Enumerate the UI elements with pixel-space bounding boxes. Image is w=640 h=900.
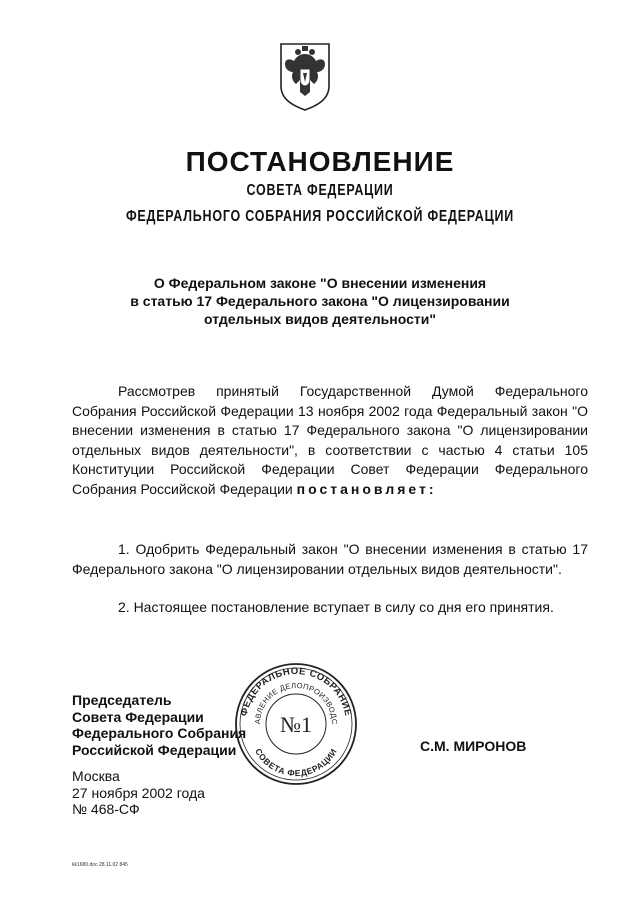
signer-line: Председатель (72, 692, 172, 708)
svg-text:СОВЕТА ФЕДЕРАЦИИ (253, 747, 339, 778)
signer-line: Федерального Собрания (72, 725, 247, 741)
official-stamp (232, 660, 360, 788)
heading-line: О Федеральном законе "О внесении изменения (153, 275, 487, 291)
preamble-text: Рассмотрев принятый Государственной Думой Федерального Собрания Российской Федерации 13 ноября 2002 года Федеральный закон "О внесении изменения в статью 17 Федерального закона "О лицензировании отдельных видов деятельности", в соответствии с частью 4 статьи 105 Конституции Российской Федерации Совет Федерации Федерального Собрания Российской Федерации (72, 383, 588, 497)
item-2 (72, 598, 588, 618)
stamp-icon (232, 660, 360, 788)
document-heading (90, 274, 550, 328)
coat-of-arms-icon (276, 40, 334, 112)
document-subtitle-1: СОВЕТА ФЕДЕРАЦИИ (246, 182, 394, 199)
footer-code: kk1680.doc 28.11.02 845 (72, 862, 128, 868)
document-title: ПОСТАНОВЛЕНИЕ (185, 146, 455, 177)
signer-line: Совета Федерации (72, 708, 204, 725)
resolves-word: постановляет: (296, 480, 437, 497)
item-1 (72, 540, 588, 579)
heading-line: в статью 17 Федерального закона "О лицензировании (130, 293, 510, 309)
stamp-outer-text: ФЕДЕРАЛЬНОЕ СОБРАНИЕ (238, 665, 354, 718)
document-subtitle-2: ФЕДЕРАЛЬНОГО СОБРАНИЯ РОССИЙСКОЙ ФЕДЕРАЦИИ (125, 208, 515, 225)
signer-block (72, 692, 246, 758)
preamble-paragraph (72, 382, 588, 499)
stamp-inner-text: АВЛЕНИЕ ДЕЛОПРОИЗВОДС (252, 680, 340, 725)
place: Москва (72, 768, 120, 784)
date: 27 ноября 2002 года (72, 784, 205, 801)
stamp-center-number: №1 (280, 712, 312, 737)
place-date-block (72, 768, 205, 818)
document-number: № 468-СФ (72, 801, 140, 817)
item-1-text: 1. Одобрить Федеральный закон "О внесении изменения в статью 17 Федерального закона "О лицензировании отдельных видов деятельности". (72, 541, 588, 577)
signer-line: Российской Федерации (72, 741, 237, 758)
signer-name: С.М. МИРОНОВ (420, 738, 527, 754)
item-2-text: 2. Настоящее постановление вступает в силу со дня его принятия. (118, 599, 554, 615)
heading-line: отдельных видов деятельности" (204, 311, 436, 327)
stamp-bottom-text: СОВЕТА ФЕДЕРАЦИИ (253, 746, 339, 779)
